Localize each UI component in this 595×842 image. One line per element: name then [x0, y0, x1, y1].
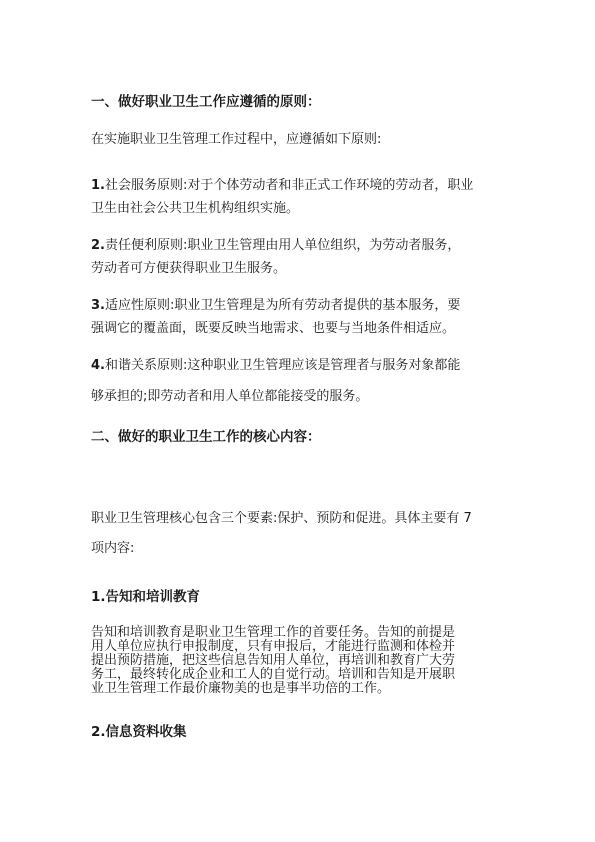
principle-1-line-1: 1.社会服务原则:对于个体劳动者和非正式工作环境的劳动者，职业	[91, 178, 474, 193]
section2-intro-line-2: 项内容:	[91, 541, 135, 556]
section2-intro-line-1: 职业卫生管理核心包含三个要素:保护、预防和促进。具体主要有 7	[91, 511, 472, 526]
principle-4-line-1: 4.和谐关系原则:这种职业卫生管理应该是管理者与服务对象都能	[91, 358, 461, 373]
principle-4-number: 4.	[91, 358, 105, 373]
item-1-body-line-5: 业卫生管理工作最价廉物美的也是事半功倍的工作。	[91, 681, 391, 696]
principle-2-number: 2.	[91, 238, 105, 253]
section1-intro: 在实施职业卫生管理工作过程中，应遵循如下原则:	[91, 132, 382, 147]
principle-4-line-2: 够承担的;即劳动者和用人单位都能接受的服务。	[91, 389, 369, 404]
item-1-body-line-2: 用人单位应执行申报制度，只有申报后，才能进行监测和体检并	[91, 639, 456, 654]
principle-2-line-2: 劳动者可方便获得职业卫生服务。	[91, 261, 287, 276]
principle-1-number: 1.	[91, 178, 105, 193]
principle-2-line-1: 2.责任便利原则:职业卫生管理由用人单位组织，为劳动者服务，	[91, 238, 461, 253]
item-1-body-line-3: 提出预防措施，把这些信息告知用人单位，再培训和教育广大劳	[91, 653, 456, 668]
section2-heading: 二、做好的职业卫生工作的核心内容：	[91, 429, 321, 445]
item-1-body-line-1: 告知和培训教育是职业卫生管理工作的首要任务。告知的前提是	[91, 625, 456, 640]
item-1-body-line-4: 务工，最终转化成企业和工人的自觉行动。培训和告知是开展职	[91, 667, 456, 682]
item-2-title: 2.信息资料收集	[91, 724, 187, 740]
principle-3-line-2: 强调它的覆盖面，既要反映当地需求、也要与当地条件相适应。	[91, 321, 456, 336]
principle-3-number: 3.	[91, 298, 105, 313]
item-1-title: 1.告知和培训教育	[91, 589, 201, 605]
section1-heading: 一、做好职业卫生工作应遵循的原则：	[91, 94, 321, 110]
principle-3-line-1: 3.适应性原则:职业卫生管理是为所有劳动者提供的基本服务，要	[91, 298, 461, 313]
principle-1-line-2: 卫生由社会公共卫生机构组织实施。	[91, 201, 300, 216]
